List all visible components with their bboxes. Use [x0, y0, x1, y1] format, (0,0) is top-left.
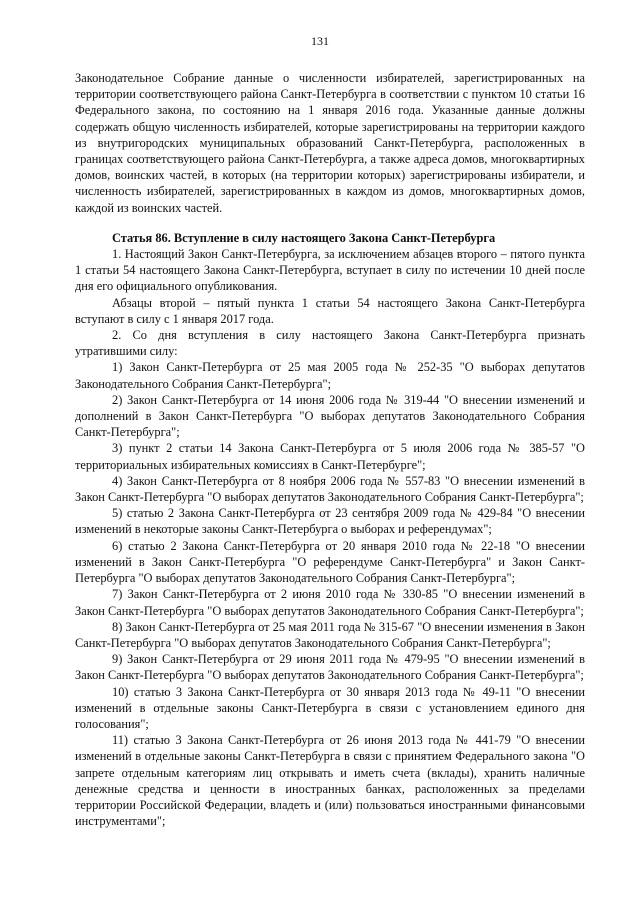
article-heading: Статья 86. Вступление в силу настоящего Закона Санкт-Петербурга [112, 230, 496, 245]
list-item-7: 7) Закон Санкт-Петербурга от 2 июня 2010 года № 330-85 "О внесении изменений в Закон Санкт-Петербурга "О выборах депутатов Законодательного Собрания Санкт-Петербурга"; [75, 587, 585, 618]
list-item-6: 6) статью 2 Закона Санкт-Петербурга от 20 января 2010 года № 22-18 "О внесении изменений в Закон Санкт-Петербурга "О референдуме Санкт-Петербурга" и Закон Санкт-Петербурга "О выборах депутатов Законодательного Собрания Санкт-Петербурга"; [75, 538, 585, 586]
paragraph-clause-2: 2. Со дня вступления в силу настоящего Закона Санкт-Петербурга признать утратившими силу: [75, 328, 585, 359]
list-item-8: 8) Закон Санкт-Петербурга от 25 мая 2011 года № 315-67 "О внесении изменения в Закон Санкт-Петербурга "О выборах депутатов Законодательного Собрания Санкт-Петербурга"; [75, 619, 585, 650]
list-item-9: 9) Закон Санкт-Петербурга от 29 июня 2011 года № 479-95 "О внесении изменений в Закон Санкт-Петербурга "О выборах депутатов Законодательного Собрания Санкт-Петербурга"; [75, 652, 585, 683]
list-item-11: 11) статью 3 Закона Санкт-Петербурга от 26 июня 2013 года № 441-79 "О внесении изменений в отдельные законы Санкт-Петербурга в связи с принятием Федерального закона "О запрете отдельным категориям лиц открывать и иметь счета (вклады), хранить наличные денежные средства и ценности в иностранных банках, расположенных за пределами территории Российской Федерации, владеть и (или) пользоваться иностранными финансовыми инструментами"; [75, 733, 585, 829]
list-item-10: 10) статью 3 Закона Санкт-Петербурга от 30 января 2013 года № 49-11 "О внесении изменений в отдельные законы Санкт-Петербурга в связи с установлением единого дня голосования"; [75, 684, 585, 731]
list-item-4: 4) Закон Санкт-Петербурга от 8 ноября 2006 года № 557-83 "О внесении изменений в Закон Санкт-Петербурга "О выборах депутатов Законодательного Собрания Санкт-Петербурга"; [75, 473, 585, 505]
list-item-2: 2) Закон Санкт-Петербурга от 14 июня 2006 года № 319-44 "О внесении изменений и дополнений в Закон Санкт-Петербурга "О выборах депутатов Законодательного Собрания Санкт-Петербурга"; [75, 392, 585, 440]
page-number: 131 [311, 34, 329, 48]
list-item-5: 5) статью 2 Закона Санкт-Петербурга от 23 сентября 2009 года № 429-84 "О внесении изменений в некоторые законы Санкт-Петербурга о выборах и референдумах"; [75, 506, 585, 537]
list-item-3: 3) пункт 2 статьи 14 Закона Санкт-Петербурга от 5 июля 2006 года № 385-57 "О территориальных избирательных комиссиях в Санкт-Петербурге"; [75, 441, 585, 472]
intro-paragraph: Законодательное Собрание данные о численности избирателей, зарегистрированных на территории соответствующего района Санкт-Петербурга в соответствии с пунктом 10 статьи 16 Федерального закона, по состоянию на 1 января 2016 года. Указанные данные должны содержать общую численность избирателей, которые зарегистрированы на территории каждого из внутригородских муниципальных образований Санкт-Петербурга, расположенных в границах соответствующего района Санкт-Петербурга, а также адреса домов, многоквартирных домов, воинских частей, в которых (на территории которых) зарегистрированы избиратели, и численность избирателей, зарегистрированных в каждом из домов, многоквартирных домов, каждой из воинских частей. [75, 71, 585, 215]
document-body [75, 70, 585, 829]
list-item-1: 1) Закон Санкт-Петербурга от 25 мая 2005 года № 252-35 "О выборах депутатов Законодательного Собрания Санкт-Петербурга"; [75, 360, 585, 391]
paragraph-clause-1-exception: Абзацы второй – пятый пункта 1 статьи 54 настоящего Закона Санкт-Петербурга вступают в силу с 1 января 2017 года. [75, 295, 585, 326]
paragraph-clause-1: 1. Настоящий Закон Санкт-Петербурга, за исключением абзацев второго – пятого пункта 1 статьи 54 настоящего Закона Санкт-Петербурга, вступает в силу по истечении 10 дней после дня его официального опубликования. [75, 247, 585, 294]
